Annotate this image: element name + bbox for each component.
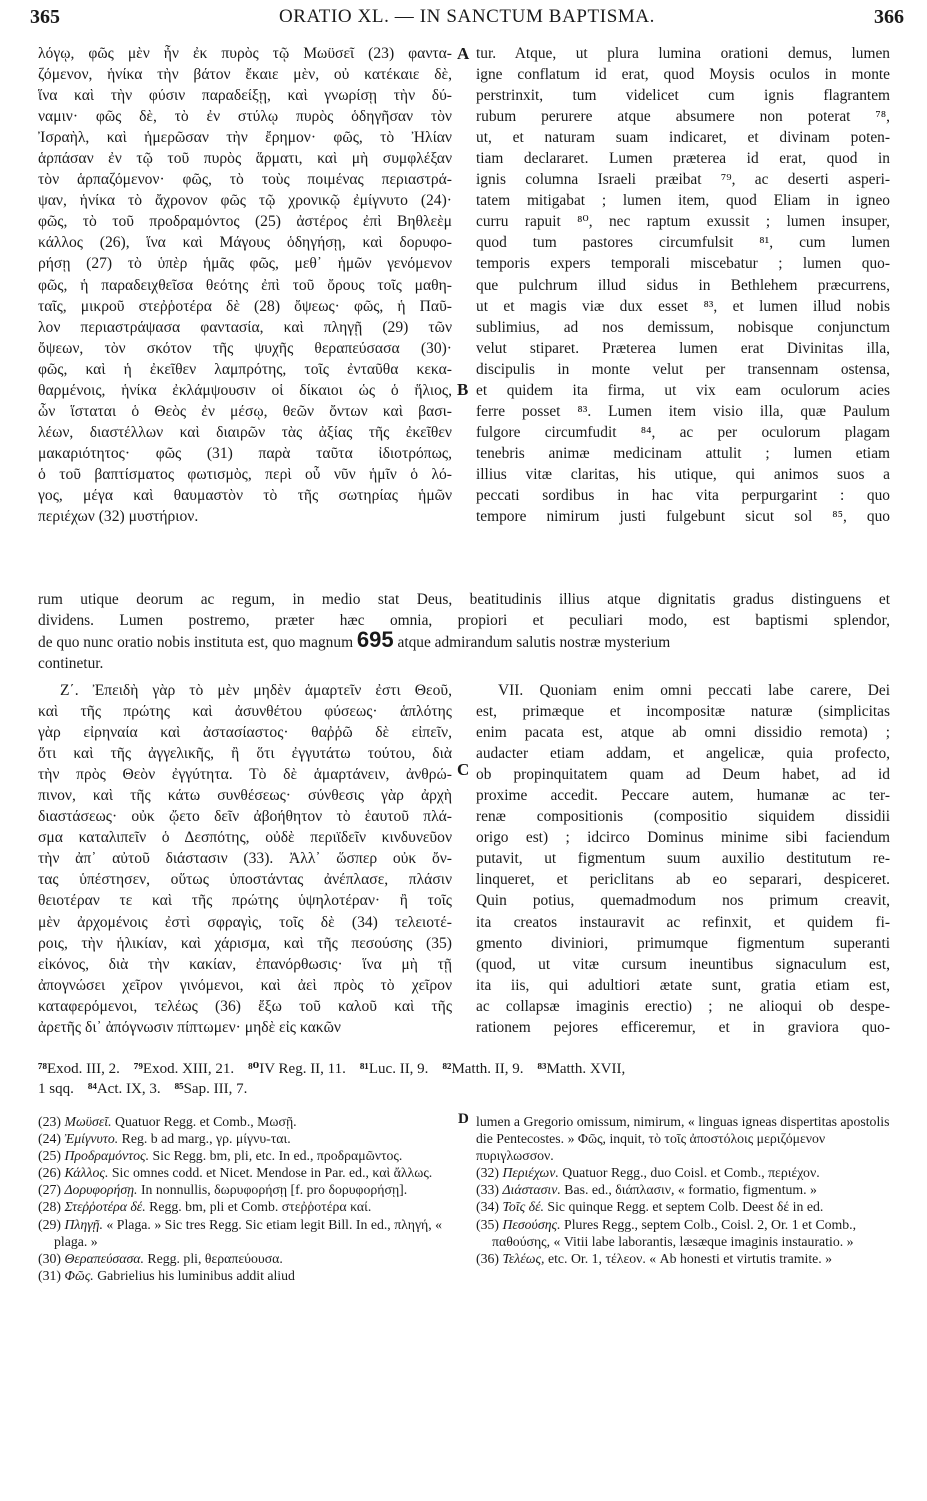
note-text: Plures Regg., septem Colb., Coisl. 2, Or. 1 et Comb., παθούσης, « Vitii labe laborantis, læsæque imaginis instauratio. » xyxy=(492,1216,857,1249)
note-lemma: Ἐμίγνυτο. xyxy=(64,1131,119,1147)
reference-number: ⁸² xyxy=(442,1061,452,1077)
latin-text-line: ferre posset ⁸³. Lumen item visio illa, quæ Paulum xyxy=(476,402,890,420)
greek-text-line: ὧν ἵσταται ὁ Θεὸς ἐν μέσῳ, θεῶν ὄντων καὶ βασι- xyxy=(38,402,452,420)
greek-text-line: ὅτι καὶ τῆς ἀγγελικῆς, ἢ ὅτι ἐγγυτάτω τούτου, διὰ xyxy=(38,745,452,763)
reference-number: ⁸¹ xyxy=(359,1061,369,1077)
greek-text-line: φῶς, καὶ ἡ ἐκεῖθεν λαμπρότης, τοῖς ἐνταῦθα κεκα- xyxy=(38,360,452,378)
latin-text-line: ignis columna Israeli præibat ⁷⁹, ac deserti asperi- xyxy=(476,171,890,189)
greek-text-line: ὁ τοῦ βαπτίσματος φωτισμὸς, περὶ οὗ νῦν ἡμῖν ὁ λό- xyxy=(38,465,452,483)
greek-text-line: ταῖς, μικροῦ στεῤῥοτέρα δὲ (28) ὄψεως· φῶς, ἡ Παῦ- xyxy=(38,297,452,315)
reference-text: Act. IX, 3. xyxy=(96,1081,161,1097)
scripture-reference xyxy=(538,1061,626,1077)
latin-column-mid xyxy=(476,680,890,1044)
latin-text-line: tenebris animæ medicinam attulit ; lumen etiam xyxy=(476,444,890,462)
note-number: (27) xyxy=(38,1182,61,1198)
critical-note xyxy=(476,1216,890,1250)
critical-note xyxy=(38,1147,450,1164)
reference-text: Exod. III, 2. xyxy=(47,1061,120,1077)
critical-note xyxy=(38,1164,450,1181)
greek-text-line: ρήσῃ (27) τὸ ὑπὲρ ἡμᾶς φῶς, μεθ᾿ ἡμῶν γενόμενον xyxy=(38,255,452,273)
latin-text-line: ita iis, qui adultiori ætate sunt, gratia etiam est, xyxy=(476,976,890,994)
note-lemma: Μωϋσεῖ. xyxy=(64,1114,112,1129)
reference-text: Matth. XVII, xyxy=(546,1061,626,1077)
greek-text-line: ἀπογνώσει χεῖρον γινόμενοι, καὶ ἀεὶ πρὸς τὸ χεῖρον xyxy=(38,976,452,994)
greek-text-line: ἁρπάσαν ἐν τῷ τοῦ πυρὸς ἅρματι, καὶ μὴ συμφλέξαν xyxy=(38,150,452,168)
critical-note xyxy=(38,1250,450,1267)
critical-note xyxy=(38,1216,450,1250)
note-text: In nonnullis, δωρυφορήσῃ [f. pro δορυφορήσῃ]. xyxy=(140,1182,408,1198)
note-text: Quatuor Regg. et Comb., Μωσῇ. xyxy=(115,1114,297,1129)
greek-text-line: Ζ΄. Ἐπειδὴ γὰρ τὸ μὲν μηδὲν ἁμαρτεῖν ἐστι Θεοῦ, xyxy=(60,682,452,699)
scripture-reference xyxy=(134,1061,234,1077)
greek-column-mid xyxy=(38,680,452,1044)
latin-text-line: rationem pejores efficeremur, et in graviora quo- xyxy=(476,1018,890,1036)
latin-text-line: perstrinxit, tum videlicet cum ignis flagrantem xyxy=(476,87,890,105)
critical-notes-right xyxy=(476,1113,890,1498)
latin-text-line: est, primæque et incompositæ naturæ (simplicitas xyxy=(476,703,890,721)
latin-text-line: ut et magis viæ dux esset ⁸³, et lumen illud nobis xyxy=(476,297,890,315)
margin-letter-b: B xyxy=(457,380,469,399)
note-lemma: Κάλλος. xyxy=(64,1165,109,1181)
critical-note xyxy=(476,1198,890,1215)
greek-text-line: φῶς, ἡ παραδειχθεῖσα θεότης ἐπὶ τοῦ ὄρους τοῖς μαθη- xyxy=(38,276,452,294)
greek-text-line: μακαριότητος· φῶς (31) παρὰ ταῦτα ἰδιοτρόπως, xyxy=(38,444,452,462)
latin-text-line: ut, et naturam suam indicaret, et divinam poten- xyxy=(476,129,890,147)
greek-text-line: εἰκόνος, διὰ τὴν κακίαν, ἐπανόρθωσις· ἵνα μὴ τῇ xyxy=(38,955,452,973)
greek-text-line: περιέχων (32) μυστήριον. xyxy=(38,508,199,526)
greek-text-line: γος, μέγα καὶ θαυμαστὸν τὸ τῆς σωτηρίας ἡμῶν xyxy=(38,486,452,504)
note-text: Reg. b ad marg., γρ. μίγνυ-ται. xyxy=(121,1131,291,1147)
latin-text-line: (quod, ut vitæ cursum ineuntibus signaculum est, xyxy=(476,955,890,973)
critical-note xyxy=(38,1113,450,1130)
note-lemma: Δορυφορήσῃ. xyxy=(64,1182,138,1198)
scripture-references-line xyxy=(38,1080,898,1099)
latin-text-line: que pulchrum illud sidus in Bethlehem præcurrens, xyxy=(476,276,890,294)
note-number: (26) xyxy=(38,1165,61,1181)
note-number: (36) xyxy=(476,1250,499,1266)
latin-text-line: tatem mitigabat ; lumen item, quod Eliam in igneo xyxy=(476,192,890,210)
greek-text-line: θειοτέραν τε καὶ τῆς πρώτης ὑψηλοτέραν· ἢ τοῖς xyxy=(38,892,452,910)
greek-text-line: ἵνα καὶ τὴν φύσιν παραδείξῃ, καὶ γνωρίσῃ τὴν δύ- xyxy=(38,87,452,105)
greek-text-line: ψαν, ἡνίκα τὸ ἄχρονον φῶς τῷ χρονικῷ ἐμίγνυτο (24)· xyxy=(38,192,452,210)
reference-text: Luc. II, 9. xyxy=(368,1061,429,1077)
latin-text-line: linqueret, et periclitans ab eo separari, despiceret. xyxy=(476,871,890,889)
greek-text-line: ἀρετῆς δι᾿ ἀπόγνωσιν πίπτωμεν· μηδὲ εἰς κακῶν xyxy=(38,1018,341,1036)
note-number: (23) xyxy=(38,1114,61,1129)
latin-text-line: VII. Quoniam enim omni peccati labe carere, Dei xyxy=(498,682,890,699)
greek-text-line: λον περιαστράψασα φαντασία, καὶ πληγῇ (29) τῶν xyxy=(38,318,452,336)
greek-text-line: Ἰσραὴλ, καὶ ἡμερῶσαν τὴν ἔρημον· φῶς, τὸ Ἠλίαν xyxy=(38,129,452,147)
reference-number: ⁸⁰ xyxy=(248,1061,260,1077)
latin-text-line: proxime accedit. Peccare autem, humanæ ac ter- xyxy=(476,787,890,805)
latin-full-width xyxy=(38,590,890,674)
note-text: Sic omnes codd. et Nicet. Mendose in Par. ed., καὶ ἄλλως. xyxy=(111,1165,433,1181)
note-lemma: Περιέχων. xyxy=(502,1165,559,1181)
scripture-reference xyxy=(38,1081,74,1097)
latin-text-line: fulgore circumfudit ⁸⁴, ac per oculorum plagam xyxy=(476,423,890,441)
note-lemma: Στεῤῥοτέρα δέ. xyxy=(64,1199,146,1215)
note-text: Quatuor Regg., duo Coisl. et Comb., περιέχον. xyxy=(562,1165,820,1181)
latin-column-top xyxy=(476,43,890,535)
latin-text-line: tiam declararet. Lumen præterea id erat, quod in xyxy=(476,150,890,168)
note-number: (31) xyxy=(38,1267,61,1283)
critical-note xyxy=(38,1198,450,1215)
critical-note xyxy=(38,1130,450,1147)
latin-text-line: tur. Atque, ut plura lumina orationi demus, lumen xyxy=(476,45,890,62)
note-lemma: Τελέως, xyxy=(502,1250,545,1266)
reference-text: 1 sqq. xyxy=(38,1081,74,1097)
greek-text-line: τας ὑπέστησεν, οὕτως ὑποστάντας ἀνέπλασε, πλάσιν xyxy=(38,871,452,889)
note-number: (28) xyxy=(38,1199,61,1215)
latin-full-line: continetur. xyxy=(38,654,104,672)
note-text: « Plaga. » Sic tres Regg. Sic etiam legit Bill. In ed., πληγή, « plaga. » xyxy=(54,1216,443,1249)
scripture-reference xyxy=(175,1081,248,1097)
critical-note xyxy=(476,1250,890,1267)
note-text: Bas. ed., διάπλασιν, « formatio, figmentum. » xyxy=(564,1182,817,1198)
latin-text-line: rubum perurere atque absumere non poterat ⁷⁸, xyxy=(476,108,890,126)
latin-full-line xyxy=(38,627,890,654)
greek-text-line: καταφερόμενοι, τελέως (36) ἔξω τοῦ καλοῦ καὶ τῆς xyxy=(38,997,452,1015)
latin-text-line: illius vitæ claritas, his utique, qui animos suos a xyxy=(476,465,890,483)
latin-text-line: putavit, ut figmentum suum auxilio destitutum re- xyxy=(476,850,890,868)
greek-text-line: μὲν ἀρχομένοις ἐστὶ σφραγὶς, τοῖς δὲ (34) τελειοτέ- xyxy=(38,913,452,931)
latin-full-line-part: de quo nunc oratio nobis instituta est, quo magnum xyxy=(38,634,354,652)
margin-letter-c: C xyxy=(457,760,470,779)
latin-text-line: Quin potius, quemadmodum nos primum creavit, xyxy=(476,892,890,910)
latin-text-line: ac collapsæ imaginis erectio) ; ne alioqui ob despe- xyxy=(476,997,890,1015)
reference-text: IV Reg. II, 11. xyxy=(259,1061,346,1077)
latin-text-line: renæ compositionis (compositio siquidem dissidii xyxy=(476,808,890,826)
scripture-reference xyxy=(442,1061,523,1077)
greek-text-line: θαρμένοις, ἡνίκα ἐκλάμψουσιν οἱ δίκαιοι ὡς ὁ ἥλιος, xyxy=(38,381,452,399)
reference-number: ⁸⁵ xyxy=(174,1081,184,1097)
reference-number: ⁷⁹ xyxy=(133,1061,143,1077)
greek-text-line: λέων, διαστέλλων καὶ διαιρῶν τὰς ἀξίας τῆς ἐκεῖθεν xyxy=(38,423,452,441)
page-marker: 695 xyxy=(356,627,394,653)
note-number: (24) xyxy=(38,1131,61,1147)
note-text: Sic Regg. bm, pli, etc. In ed., προδραμῶντος. xyxy=(152,1148,403,1164)
note-number: (33) xyxy=(476,1182,499,1198)
latin-text-line: quod tum pastores circumfulsit ⁸¹, cum lumen xyxy=(476,234,890,252)
page-number-right: 366 xyxy=(874,6,904,28)
scripture-reference xyxy=(88,1081,161,1097)
greek-column-top xyxy=(38,43,452,535)
greek-text-line: ροις, τὴν ἡλικίαν, καὶ χάρισμα, καὶ τῆς πεσούσης (35) xyxy=(38,934,452,952)
note-number: (32) xyxy=(476,1165,499,1181)
latin-text-line: temporis expers temporali miscebatur ; lumen quo- xyxy=(476,255,890,273)
note-text: Gabrielius his luminibus addit aliud xyxy=(97,1267,295,1283)
greek-text-line: ναμιν· φῶς δὲ, τὸ ἐν στύλῳ πυρὸς ὁδηγῆσαν τὸν xyxy=(38,108,452,126)
note-text: Regg. pli, θεραπεύουσα. xyxy=(147,1250,283,1266)
greek-text-line: τὴν πρὸς Θεὸν ἐγγύτητα. Τὸ δὲ ἁμαρτάνειν, ἀνθρώ- xyxy=(38,766,452,784)
note-number: (35) xyxy=(476,1216,499,1232)
greek-text-line: κάλλος (26), ἵνα καὶ Μάγους ὁδηγήσῃ, καὶ δορυφο- xyxy=(38,234,452,252)
latin-text-line: gmento diviniori, primumque figmentum superanti xyxy=(476,934,890,952)
critical-note xyxy=(476,1164,890,1181)
greek-text-line: λόγῳ, φῶς μὲν ἦν ἐκ πυρὸς τῷ Μωϋσεῖ (23) φαντα- xyxy=(38,45,452,62)
note-number: (29) xyxy=(38,1216,61,1232)
latin-text-line: et quidem ita firma, ut vix eam oculorum acies xyxy=(476,381,890,399)
note-text: etc. Or. 1, τέλεον. « Ab honesti et virtutis tramite. » xyxy=(547,1250,833,1266)
latin-text-line: curru rapuit ⁸⁰, nec raptum exussit ; lumen insuper, xyxy=(476,213,890,231)
greek-text-line: διαστάσεως· οὐκ ᾤετο δεῖν ἀβοήθητον τὸ ἑαυτοῦ πλά- xyxy=(38,808,452,826)
latin-full-line: dividens. Lumen postremo, præter hæc omnia, propiori et peculiari modo, est baptismi splendor, xyxy=(38,611,890,629)
greek-text-line: σμα καταλιπεῖν ὁ Δεσπότης, οὐδὲ περιϊδεῖν κινδυνεῦον xyxy=(38,829,452,847)
greek-text-line: τὴν ἀπ᾿ αὐτοῦ διάστασιν (33). Ἀλλ᾿ ὥσπερ οὐκ ὄν- xyxy=(38,850,452,868)
scripture-reference xyxy=(360,1061,429,1077)
scripture-reference xyxy=(38,1061,120,1077)
margin-letter-a: A xyxy=(457,44,470,63)
greek-text-line: πινον, καὶ τῆς κάτω συνθέσεως· σύνθεσις γὰρ ἀρχὴ xyxy=(38,787,452,805)
note-continuation: lumen a Gregorio omissum, nimirum, « linguas igneas dispertitas apostolis die Pentecostes. » Φῶς, inquit, τὸ τοῖς ἀποστόλοις μεριζόμενον πυριγλωσσον. xyxy=(476,1114,890,1164)
latin-text-line: ob propinquitatem quam ad Deum habet, ad id xyxy=(476,766,890,784)
critical-note xyxy=(38,1267,450,1284)
note-lemma: Πληγῇ. xyxy=(64,1216,103,1232)
reference-text: Matth. II, 9. xyxy=(451,1061,524,1077)
note-number: (34) xyxy=(476,1199,499,1215)
scripture-reference xyxy=(248,1061,346,1077)
note-number: (25) xyxy=(38,1148,61,1164)
latin-text-line: origo est) ; idcirco Dominus minime sibi faciendum xyxy=(476,829,890,847)
latin-text-line: igne conflatum id erat, quod Moysis oculos in monte xyxy=(476,66,890,84)
greek-text-line: γὰρ εἰρηναία καὶ ἀστασίαστος· θαῤῥῶ δὲ εἰπεῖν, xyxy=(38,724,452,742)
latin-text-line: sublimius, ad nos demissum, nobisque conjunctum xyxy=(476,318,890,336)
latin-full-line: rum utique deorum ac regum, in medio stat Deus, beatitudinis illius atque dignitatis gradus distinguens et xyxy=(38,591,890,608)
running-title: ORATIO XL. — IN SANCTUM BAPTISMA. xyxy=(278,6,656,27)
critical-note xyxy=(476,1181,890,1198)
reference-text: Sap. III, 7. xyxy=(183,1081,248,1097)
scripture-references-line xyxy=(38,1060,898,1079)
latin-text-line: velut stiparet. Præterea lumen erat Divinitas illa, xyxy=(476,339,890,357)
note-lemma: Πεσούσης. xyxy=(502,1216,561,1232)
critical-note xyxy=(38,1181,450,1198)
greek-text-line: φῶς, τὸ τοῦ προδραμόντος (25) ἀστέρος ἐπὶ Βηθλεὲμ xyxy=(38,213,452,231)
greek-text-line: τὸν ἁρπαζόμενον· φῶς, τὸ τοὺς ποιμένας περιαστρά- xyxy=(38,171,452,189)
greek-text-line: καὶ τῆς πρώτης καὶ ἀσυνθέτου φύσεως· ἁπλότης xyxy=(38,703,452,721)
margin-letter-d: D xyxy=(458,1111,469,1127)
greek-text-line: ζόμενον, ἡνίκα τὴν βάτον ἔκαιε μὲν, οὐ κατέκαιε δὲ, xyxy=(38,66,452,84)
page-number-left: 365 xyxy=(30,6,60,28)
reference-text: Exod. XIII, 21. xyxy=(142,1061,235,1077)
note-lemma: Φῶς. xyxy=(64,1267,94,1283)
latin-text-line: enim pacata est, atque ab omni dissidio remota) ; xyxy=(476,724,890,742)
greek-text-line: ὄψεων, τὸν σκότον τῆς ψυχῆς θεραπεύσασα (30)· xyxy=(38,339,452,357)
latin-text-line: peccati sordibus in hac vita perpurgarint : quo xyxy=(476,486,890,504)
critical-notes-left xyxy=(38,1113,450,1498)
latin-text-line: audacter etiam addam, et angelicæ, quia profecto, xyxy=(476,745,890,763)
note-text: Sic quinque Regg. et septem Colb. Deest δέ in ed. xyxy=(547,1199,824,1215)
latin-text-line: tempore nimirum justi fulgebunt sicut sol ⁸⁵, quo xyxy=(476,508,890,526)
reference-number: ⁷⁸ xyxy=(38,1061,47,1077)
reference-number: ⁸³ xyxy=(537,1061,547,1077)
note-lemma: Προδραμόντος. xyxy=(64,1148,150,1164)
note-lemma: Τοῖς δέ. xyxy=(502,1199,544,1215)
latin-text-line: ita creatos instauravit ac refinxit, et quidem fi- xyxy=(476,913,890,931)
note-lemma: Θεραπεύσασα. xyxy=(64,1250,144,1266)
reference-number: ⁸⁴ xyxy=(87,1081,97,1097)
latin-full-line-part: atque admirandum salutis nostræ mysterium xyxy=(397,634,671,652)
note-number: (30) xyxy=(38,1250,61,1266)
note-lemma: Διάστασιν. xyxy=(502,1182,561,1198)
note-text: Regg. bm, pli et Comb. στεῤῥοτέρα καί. xyxy=(149,1199,372,1215)
page-header xyxy=(30,6,904,36)
latin-text-line: discipulis in monte velut per transennam ostensa, xyxy=(476,360,890,378)
